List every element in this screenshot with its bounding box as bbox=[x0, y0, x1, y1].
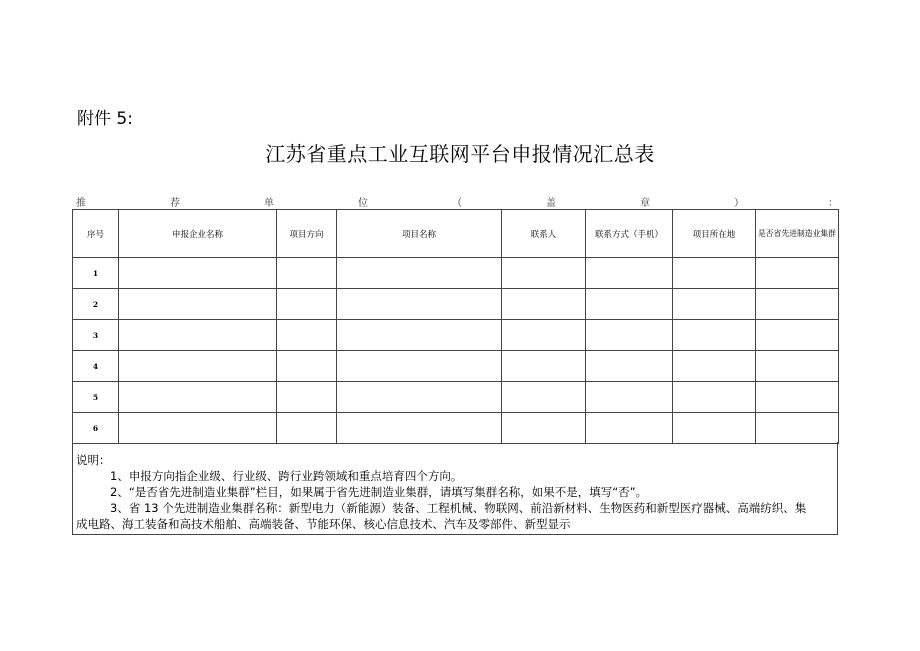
table-cell[interactable] bbox=[756, 289, 839, 320]
table-cell[interactable] bbox=[756, 351, 839, 382]
table-cell[interactable] bbox=[277, 289, 337, 320]
unit-char: 推 bbox=[76, 198, 86, 209]
table-cell[interactable] bbox=[119, 258, 277, 289]
column-header: 联系方式（手机） bbox=[586, 210, 673, 258]
table-cell[interactable] bbox=[586, 258, 673, 289]
row-number: 4 bbox=[73, 351, 119, 382]
table-cell[interactable] bbox=[119, 320, 277, 351]
table-cell[interactable] bbox=[502, 382, 586, 413]
table-cell[interactable] bbox=[502, 258, 586, 289]
unit-char: 位 bbox=[358, 198, 368, 209]
table-cell[interactable] bbox=[756, 320, 839, 351]
unit-char: 章 bbox=[640, 198, 650, 209]
note-item: 2、“是否省先进制造业集群”栏目，如果属于省先进制造业集群，请填写集群名称，如果不是，填写“否”。 bbox=[110, 485, 648, 499]
column-header: 是否省先进制造业集群 bbox=[756, 210, 839, 258]
note-item: 1、申报方向指企业级、行业级、跨行业跨领域和重点培育四个方向。 bbox=[110, 469, 463, 483]
table-cell[interactable] bbox=[337, 320, 502, 351]
table-cell[interactable] bbox=[119, 382, 277, 413]
unit-char: （ bbox=[452, 198, 462, 209]
table-cell[interactable] bbox=[277, 351, 337, 382]
table-header-row bbox=[73, 210, 839, 258]
table-cell[interactable] bbox=[502, 289, 586, 320]
table-cell[interactable] bbox=[277, 258, 337, 289]
table-cell[interactable] bbox=[337, 258, 502, 289]
document-title: 江苏省重点工业互联网平台申报情况汇总表 bbox=[265, 142, 655, 166]
row-number: 2 bbox=[73, 289, 119, 320]
column-header: 项目名称 bbox=[337, 210, 502, 258]
table-cell[interactable] bbox=[502, 351, 586, 382]
table-row bbox=[73, 258, 839, 289]
row-number: 3 bbox=[73, 320, 119, 351]
unit-char: ： bbox=[828, 198, 838, 209]
table-row bbox=[73, 320, 839, 351]
table-cell[interactable] bbox=[337, 413, 502, 444]
table-cell[interactable] bbox=[673, 258, 756, 289]
table-cell[interactable] bbox=[586, 289, 673, 320]
table-row bbox=[73, 351, 839, 382]
table-cell[interactable] bbox=[673, 382, 756, 413]
note-item-continuation: 成电路、海工装备和高技术船舶、高端装备、节能环保、核心信息技术、汽车及零部件、新型显示 bbox=[76, 517, 571, 531]
row-number: 6 bbox=[73, 413, 119, 444]
table-cell[interactable] bbox=[277, 382, 337, 413]
row-number: 1 bbox=[73, 258, 119, 289]
table-cell[interactable] bbox=[337, 382, 502, 413]
column-header: 项目方向 bbox=[277, 210, 337, 258]
table-cell[interactable] bbox=[119, 351, 277, 382]
table-cell[interactable] bbox=[337, 351, 502, 382]
table-cell[interactable] bbox=[502, 413, 586, 444]
table-cell[interactable] bbox=[277, 320, 337, 351]
column-header: 项目所在地 bbox=[673, 210, 756, 258]
attachment-label: 附件 5: bbox=[77, 109, 133, 129]
table-cell[interactable] bbox=[756, 382, 839, 413]
table-row bbox=[73, 382, 839, 413]
column-header: 序号 bbox=[73, 210, 119, 258]
notes-label: 说明： bbox=[76, 453, 111, 467]
table-cell[interactable] bbox=[119, 289, 277, 320]
table-cell[interactable] bbox=[586, 413, 673, 444]
table-cell[interactable] bbox=[502, 320, 586, 351]
table-cell[interactable] bbox=[673, 289, 756, 320]
table-cell[interactable] bbox=[119, 413, 277, 444]
table-row bbox=[73, 289, 839, 320]
notes-box bbox=[72, 442, 838, 535]
unit-char: 盖 bbox=[546, 198, 556, 209]
summary-table bbox=[72, 209, 839, 444]
unit-char: 荐 bbox=[170, 198, 180, 209]
table-cell[interactable] bbox=[756, 413, 839, 444]
table-cell[interactable] bbox=[673, 351, 756, 382]
table-cell[interactable] bbox=[756, 258, 839, 289]
column-header: 联系人 bbox=[502, 210, 586, 258]
unit-char: ） bbox=[734, 198, 744, 209]
table-cell[interactable] bbox=[337, 289, 502, 320]
note-item: 3、省 13 个先进制造业集群名称：新型电力（新能源）装备、工程机械、物联网、前沿新材料、生物医药和新型医疗器械、高端纺织、集 bbox=[110, 501, 807, 515]
table-cell[interactable] bbox=[673, 413, 756, 444]
row-number: 5 bbox=[73, 382, 119, 413]
table-cell[interactable] bbox=[673, 320, 756, 351]
table-cell[interactable] bbox=[586, 382, 673, 413]
table-cell[interactable] bbox=[586, 320, 673, 351]
table-cell[interactable] bbox=[277, 413, 337, 444]
unit-char: 单 bbox=[264, 198, 274, 209]
recommending-unit-line bbox=[76, 194, 838, 210]
table-row bbox=[73, 413, 839, 444]
table-cell[interactable] bbox=[586, 351, 673, 382]
column-header: 申报企业名称 bbox=[119, 210, 277, 258]
